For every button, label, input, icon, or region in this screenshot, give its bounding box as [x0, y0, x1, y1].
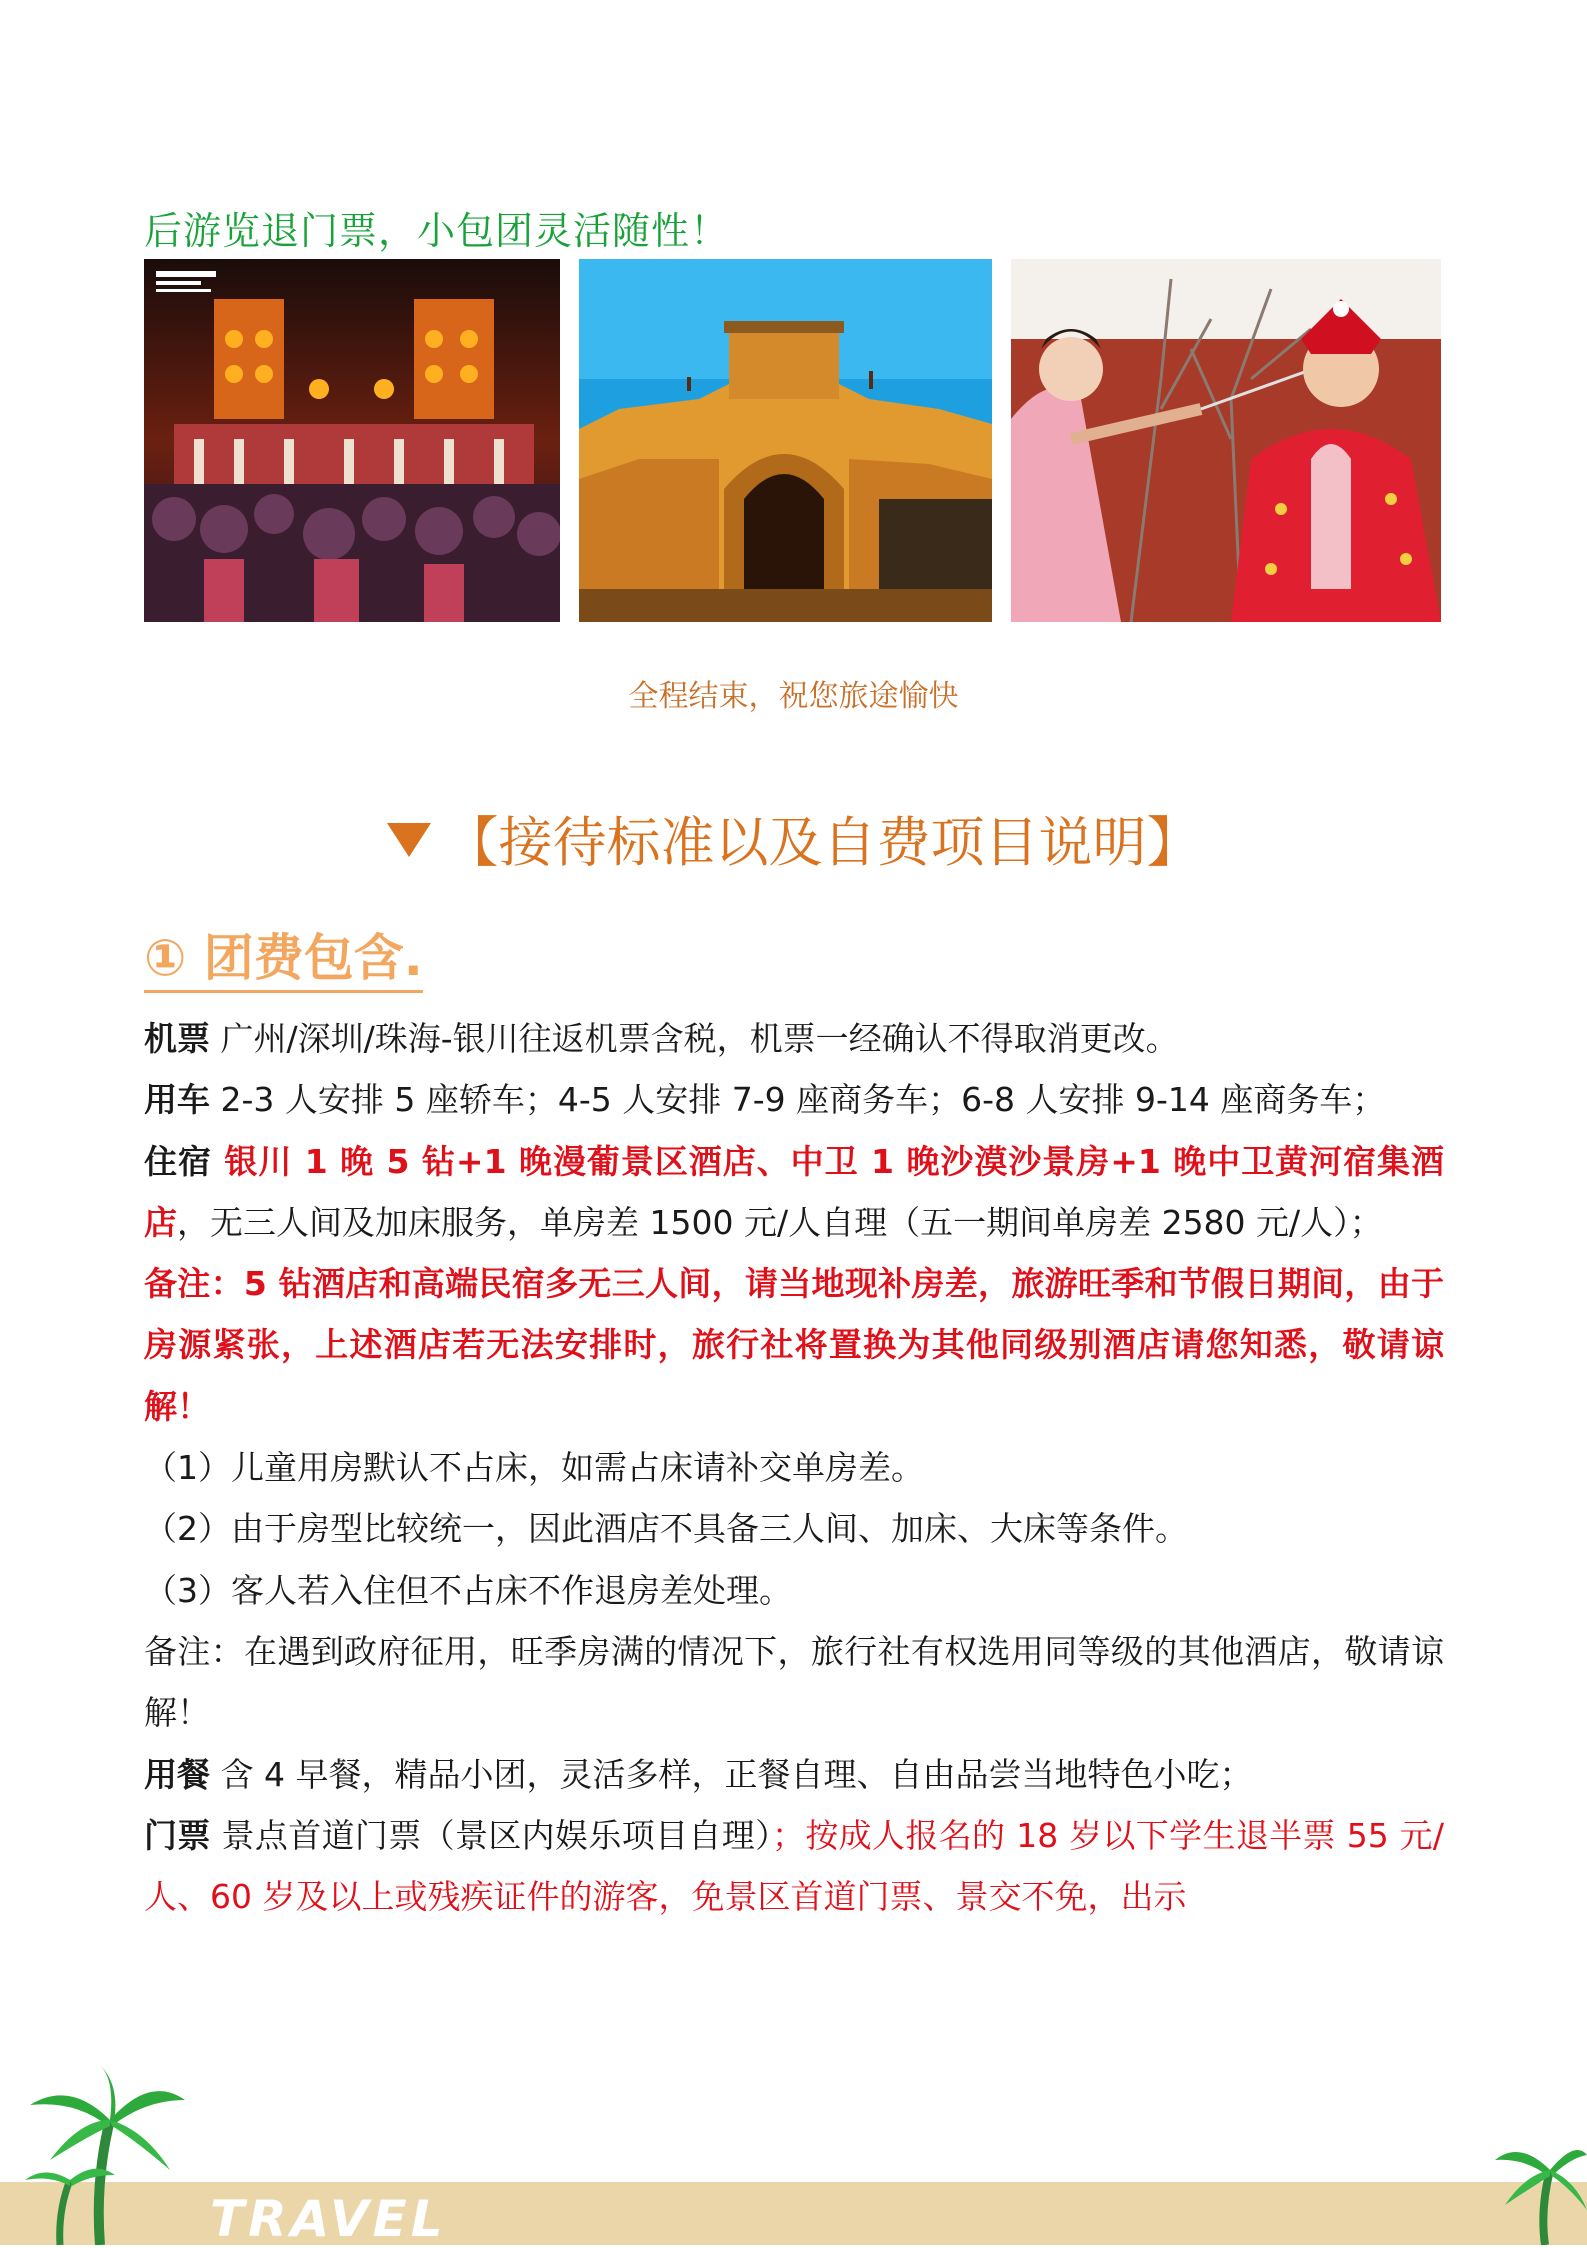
meal-text: 含 4 早餐，精品小团，灵活多样，正餐自理、自由品尝当地特色小吃； [210, 1754, 1253, 1794]
photo-fortress-gate [579, 259, 992, 622]
palm-tree-left-icon [20, 2060, 190, 2245]
ticket-discount: ；按成人报名的 18 岁以下学生退半票 55 元/人、60 岁及以上或残疾证件的游客，免景区首道门票、景交不免，出示 [144, 1815, 1444, 1917]
rule-2: （2）由于房型比较统一，因此酒店不具备三人间、加床、大床等条件。 [144, 1509, 1188, 1549]
section-title [0, 800, 1587, 877]
hotel-text: ，无三人间及加床服务，单房差 1500 元/人自理（五一期间单房差 2580 元/人）； [177, 1202, 1383, 1242]
rule-3: （3）客人若入住但不占床不作退房差处理。 [144, 1570, 792, 1610]
section-title-text: 【接待标准以及自费项目说明】 [444, 811, 1201, 874]
meal-label: 用餐 [144, 1754, 210, 1794]
ticket-label: 门票 [144, 1815, 211, 1855]
ticket-line [144, 1805, 1444, 1928]
flight-line [144, 1008, 1444, 1069]
government-remark: 备注：在遇到政府征用，旺季房满的情况下，旅行社有权选用同等级的其他酒店，敬请谅解！ [144, 1631, 1444, 1733]
inclusions-body [144, 1008, 1444, 1927]
triangle-down-icon [387, 823, 431, 857]
car-label: 用车 [144, 1080, 210, 1120]
photo-costume-performers [1011, 259, 1441, 622]
header-line: 后游览退门票，小包团灵活随性！ [144, 209, 730, 253]
car-line [144, 1069, 1444, 1130]
rule-1: （1）儿童用房默认不占床，如需占床请补交单房差。 [144, 1448, 924, 1488]
palm-tree-right-icon [1490, 2130, 1587, 2245]
car-text: 2-3 人安排 5 座轿车；4-5 人安排 7-9 座商务车；6-8 人安排 9-14 座商务车； [210, 1080, 1386, 1120]
end-note: 全程结束，祝您旅途愉快 [628, 679, 959, 714]
meal-line [144, 1744, 1444, 1805]
hotel-label: 住宿 [144, 1141, 212, 1181]
sub-title: ① 团费包含. [144, 928, 423, 993]
hotel-line [144, 1131, 1444, 1254]
flight-text: 广州/深圳/珠海-银川往返机票含税，机票一经确认不得取消更改。 [210, 1019, 1179, 1058]
ticket-text: 景点首道门票（景区内娱乐项目自理） [210, 1815, 772, 1855]
photo-night-performance [144, 259, 560, 622]
hotel-remark: 备注：5 钻酒店和高端民宿多无三人间，请当地现补房差，旅游旺季和节假日期间，由于房源紧张，上述酒店若无法安排时，旅行社将置换为其他同级别酒店请您知悉，敬请谅解！ [144, 1264, 1444, 1426]
footer-travel-word: TRAVEL [210, 2190, 447, 2248]
flight-label: 机票 [144, 1019, 210, 1058]
hotel-highlight: 银川 1 晚 5 钻+1 晚漫葡景区酒店、中卫 1 晚沙漠沙景房+1 晚中卫黄河宿集酒店 [144, 1141, 1444, 1242]
